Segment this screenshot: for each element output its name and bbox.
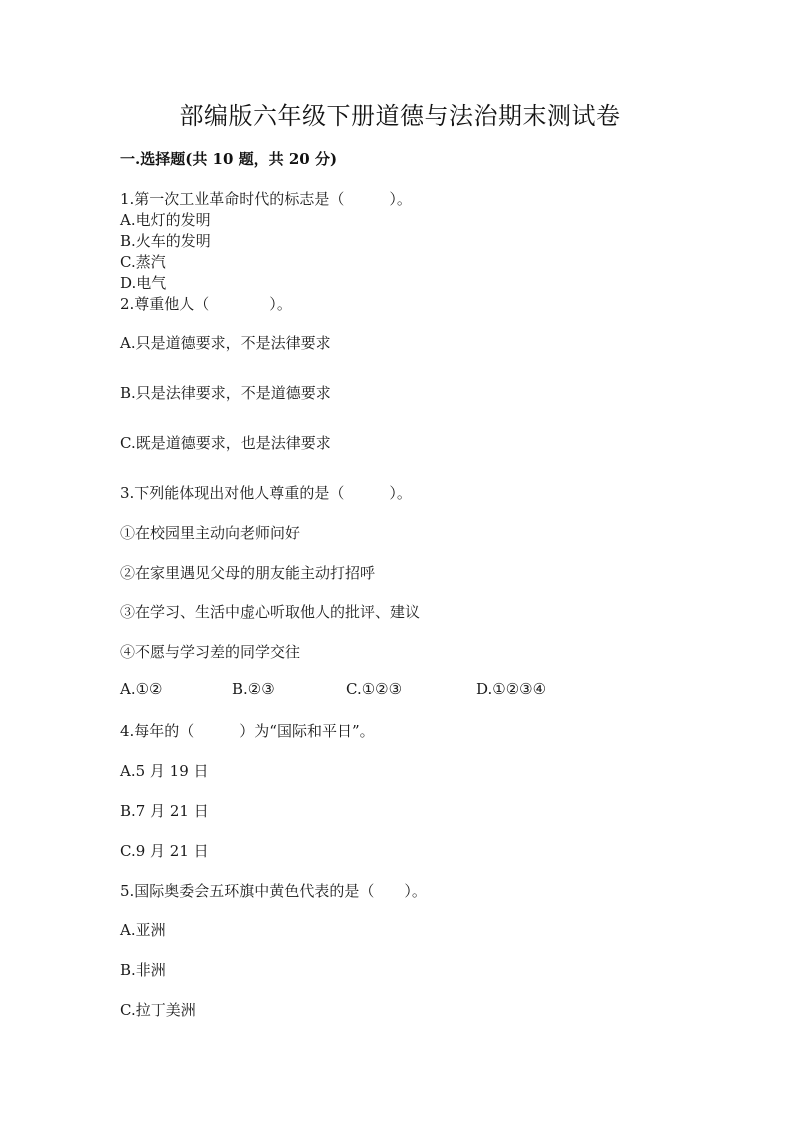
question-1-stem: 1.第一次工业革命时代的标志是（ ）。	[120, 190, 412, 208]
question-4-option-a: A.5 月 19 日	[120, 762, 209, 780]
question-4-option-b: B.7 月 21 日	[120, 802, 209, 820]
question-5-option-b: B.非洲	[120, 961, 166, 979]
question-3-statement-2: ②在家里遇见父母的朋友能主动打招呼	[120, 564, 376, 582]
page-title: 部编版六年级下册道德与法治期末测试卷	[179, 102, 621, 130]
question-4-option-c: C.9 月 21 日	[120, 842, 209, 860]
question-3-option-c: C.①②③	[346, 680, 403, 698]
question-1-option-a: A.电灯的发明	[120, 211, 211, 229]
question-5-option-c: C.拉丁美洲	[120, 1001, 196, 1019]
question-3-option-a: A.①②	[120, 680, 163, 698]
question-3-statement-4: ④不愿与学习差的同学交往	[120, 643, 301, 661]
question-2-stem: 2.尊重他人（ ）。	[120, 295, 292, 313]
question-5-option-a: A.亚洲	[120, 921, 166, 939]
question-3-statement-3: ③在学习、生活中虚心听取他人的批评、建议	[120, 603, 421, 621]
question-1-option-b: B.火车的发明	[120, 232, 211, 250]
question-3-option-b: B.②③	[232, 680, 275, 698]
question-3-option-d: D.①②③④	[476, 680, 547, 698]
question-2-option-b: B.只是法律要求，不是道德要求	[120, 384, 331, 402]
question-5-stem: 5.国际奥委会五环旗中黄色代表的是（ ）。	[120, 882, 427, 900]
question-3-statement-1: ①在校园里主动向老师问好	[120, 524, 301, 542]
question-1-option-d: D.电气	[120, 274, 167, 292]
question-1-option-c: C.蒸汽	[120, 253, 166, 271]
section-heading: 一.选择题(共 10 题，共 20 分)	[120, 150, 338, 168]
question-2-option-c: C.既是道德要求，也是法律要求	[120, 434, 331, 452]
question-4-stem: 4.每年的（ ）为“国际和平日”。	[120, 722, 375, 740]
question-3-stem: 3.下列能体现出对他人尊重的是（ ）。	[120, 484, 412, 502]
question-2-option-a: A.只是道德要求，不是法律要求	[120, 334, 331, 352]
